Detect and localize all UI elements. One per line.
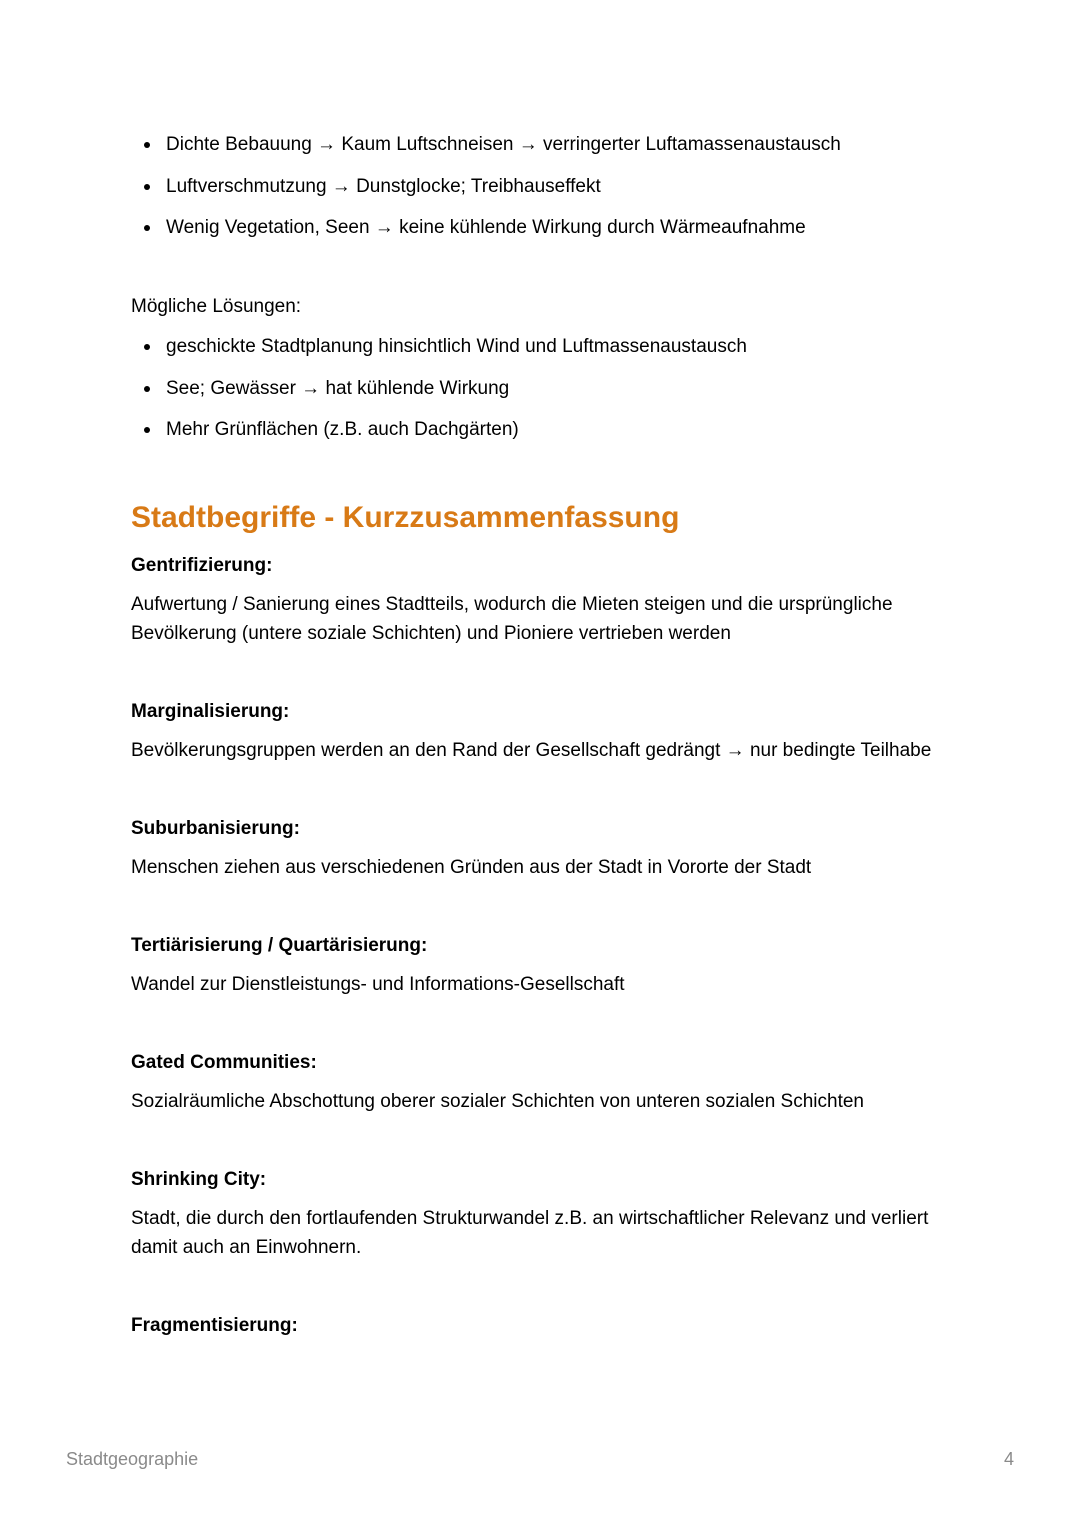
- list-item: Dichte Bebauung → Kaum Luftschneisen → verringerter Luftamassenaustausch: [131, 130, 951, 159]
- term-tertiaerisierung: Tertiärisierung / Quartärisierung:: [131, 935, 428, 956]
- definition-gated-communities: Sozialräumliche Abschottung oberer sozialer Schichten von unteren sozialen Schichten: [131, 1091, 864, 1112]
- term-gated-communities: Gated Communities:: [131, 1052, 317, 1073]
- definition-gentrifizierung: Aufwertung / Sanierung eines Stadtteils, wodurch die Mieten steigen und die ursprüngliche Bevölkerung (untere soziale Schichten) und Pioniere vertrieben werden: [131, 594, 893, 644]
- list-item: Mehr Grünflächen (z.B. auch Dachgärten): [131, 415, 951, 444]
- term-suburbanisierung: Suburbanisierung:: [131, 818, 300, 839]
- solutions-label: Mögliche Lösungen:: [131, 296, 302, 317]
- causes-list: [131, 130, 951, 242]
- list-item: geschickte Stadtplanung hinsichtlich Wind und Luftmassenaustausch: [131, 332, 951, 361]
- definition-suburbanisierung: Menschen ziehen aus verschiedenen Gründen aus der Stadt in Vororte der Stadt: [131, 857, 812, 878]
- term-fragmentisierung: Fragmentisierung:: [131, 1315, 298, 1336]
- solutions-list: [131, 332, 951, 444]
- term-gentrifizierung: Gentrifizierung:: [131, 555, 273, 576]
- term-shrinking-city: Shrinking City:: [131, 1169, 267, 1190]
- definition-tertiaerisierung: Wandel zur Dienstleistungs- und Informations-Gesellschaft: [131, 974, 625, 995]
- term-marginalisierung: Marginalisierung:: [131, 701, 290, 722]
- definition-marginalisierung: Bevölkerungsgruppen werden an den Rand der Gesellschaft gedrängt → nur bedingte Teilhabe: [131, 740, 932, 761]
- page-content: [131, 130, 951, 1340]
- list-item: Luftverschmutzung → Dunstglocke; Treibhauseffekt: [131, 172, 951, 201]
- footer-title: Stadtgeographie: [66, 1449, 199, 1469]
- page-number: 4: [1003, 1449, 1014, 1469]
- section-title: Stadtbegriffe - Kurzzusammenfassung: [131, 501, 680, 534]
- list-item: See; Gewässer → hat kühlende Wirkung: [131, 374, 951, 403]
- list-item: Wenig Vegetation, Seen → keine kühlende Wirkung durch Wärmeaufnahme: [131, 213, 951, 242]
- definition-shrinking-city: Stadt, die durch den fortlaufenden Strukturwandel z.B. an wirtschaftlicher Relevanz und verliert damit auch an Einwohnern.: [131, 1208, 929, 1258]
